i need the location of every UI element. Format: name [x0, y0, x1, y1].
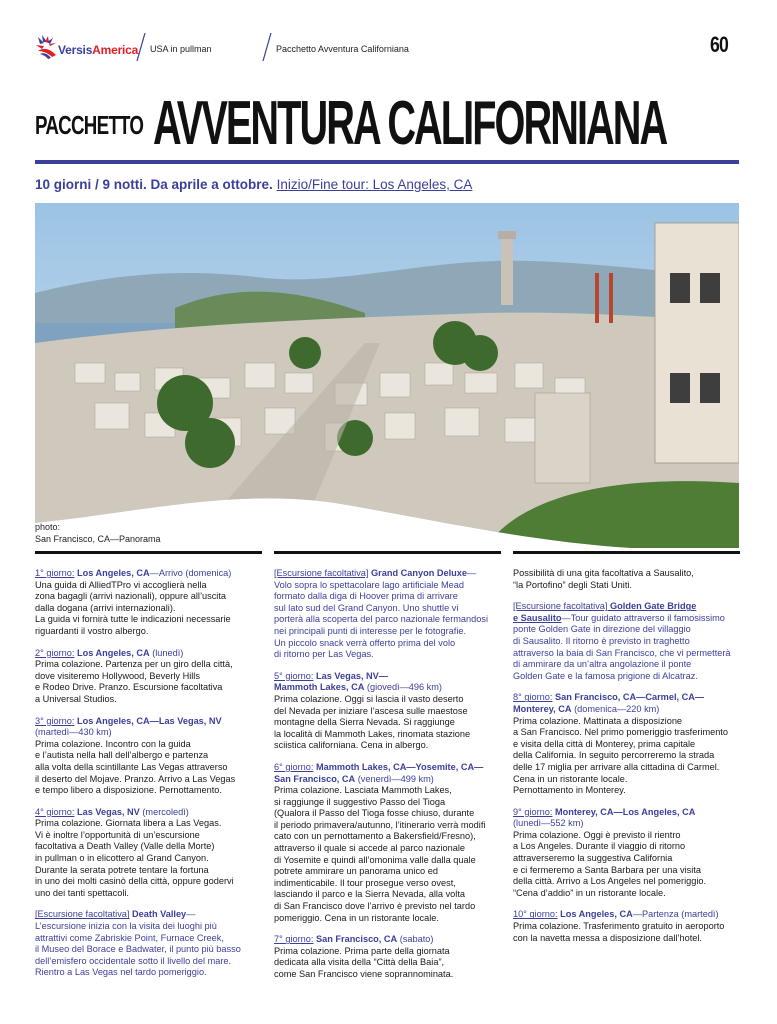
text-line: nei principali punti di interesse per le fotografie.	[274, 625, 467, 636]
excursion-golden-gate	[513, 601, 745, 682]
day-number: 4° giorno:	[35, 806, 75, 817]
text-line: facoltativa a Death Valley (Valle della Morte)	[35, 841, 215, 852]
logo-emblem-icon	[34, 33, 60, 61]
text-line: a Los Angeles. Durante il viaggio di ritorno	[513, 841, 686, 852]
day-info: (domenica—220 km)	[571, 703, 660, 714]
day-place-2: Mammoth Lakes, CA	[274, 682, 365, 693]
text-line: sul lato sud del Grand Canyon. Uno shuttle vi	[274, 602, 459, 613]
day-place: Los Angeles, CA	[557, 909, 633, 920]
excursion-dash: —Tour guidato attraverso il famosissimo	[561, 612, 725, 623]
text-line: Cena in un ristorante locale.	[513, 773, 628, 784]
text-line: della città. Arrivo a Los Angeles nel pomeriggio.	[513, 876, 707, 887]
day-number: 7° giorno:	[274, 934, 314, 945]
text-line: Un piccolo snack verrà offerto prima del volo	[274, 637, 456, 648]
excursion-name-2: e Sausalito	[513, 612, 562, 623]
day-6	[274, 762, 506, 924]
text-line: la località di Mammoth Lakes, rinomata stazione	[274, 728, 471, 739]
text-line: il periodo primavera/autunno, l’itinerario verrà modifi	[274, 819, 486, 830]
text-line: uno dei tanti spettacoli.	[35, 887, 129, 898]
excursion-tag: [Escursione facoltativa]	[274, 568, 369, 578]
breadcrumb-page: Pacchetto Avventura Californiana	[276, 44, 409, 54]
text-line: indimenticabile. Il tour prosegue verso ovest,	[274, 877, 456, 888]
title-prefix: PACCHETTO	[35, 110, 144, 140]
text-line: cato con un pernottamento a Bakersfield/Fresno),	[274, 831, 476, 842]
text-line: si raggiunge il suggestivo Passo del Tioga	[274, 796, 446, 807]
day-8	[513, 692, 745, 796]
text-line: della California. In seguito percorreremo la strada	[513, 750, 715, 761]
day-number: 6° giorno:	[274, 761, 314, 772]
text-line: e Rodeo Drive. Pranzo. Escursione facoltativa	[35, 682, 223, 693]
day-place: Los Angeles, CA—Las Vegas, NV	[74, 715, 222, 726]
day-9	[513, 807, 745, 900]
text-line: Golden Gate e la famosa prigione di Alcatraz.	[513, 670, 698, 681]
text-line: e visita della città di Monterey, prima capitale	[513, 738, 696, 749]
title-main: AVVENTURA CALIFORNIANA	[153, 89, 667, 158]
itinerary-column-1	[35, 568, 265, 989]
text-line: a Universal Studios.	[35, 693, 117, 704]
day-number: 5° giorno:	[274, 670, 314, 681]
text-line: in pullman o in elicottero al Grand Canyon.	[35, 853, 209, 864]
day-info: (martedì—430 km)	[35, 727, 112, 738]
excursion-name: Death Valley	[129, 909, 187, 920]
day-number: 9° giorno:	[513, 806, 553, 817]
text-line: montagne della Sierra Nevada. Si raggiunge	[274, 717, 455, 728]
day-place: Los Angeles, CA	[74, 568, 150, 578]
san-francisco-panorama-photo	[35, 203, 739, 548]
text-line: Volo sopra lo spettacolare lago artificiale Mead	[274, 579, 464, 590]
breadcrumb-section: USA in pullman	[150, 44, 212, 54]
day-place: Las Vegas, NV	[74, 806, 140, 817]
excursion-tag: [Escursione facoltativa]	[513, 601, 608, 612]
text-line: attraverseremo la suggestiva California	[513, 853, 673, 864]
text-line: dove visiteremo Hollywood, Beverly Hills	[35, 670, 200, 681]
text-line: ponte Golden Gate in direzione del villaggio	[513, 624, 691, 635]
excursion-death-valley	[35, 909, 265, 979]
day-7-continued	[513, 568, 745, 591]
text-line: Pernottamento in Monterey.	[513, 785, 626, 796]
text-line: “la Portofino” degli Stati Uniti.	[513, 579, 632, 590]
text-line: (Qualora il Passo del Tioga fosse chiuso, durante	[274, 808, 475, 819]
text-line: attraverso la baia di San Francisco, che vi permetterà	[513, 647, 731, 658]
versis-america-logo	[34, 33, 144, 61]
text-line: Prima colazione. Incontro con la guida	[35, 738, 191, 749]
column-rule-3	[513, 551, 740, 554]
page-title	[35, 89, 755, 158]
text-line: e l’autista nella hall dell’albergo e partenza	[35, 750, 209, 761]
text-line: zona bagagli (arrivi nazionali), oppure all’uscita	[35, 591, 226, 602]
text-line: Prima colazione. Oggi è previsto il rientro	[513, 829, 681, 840]
itinerary-column-3	[513, 568, 745, 954]
day-info: —Partenza (martedì)	[632, 909, 719, 920]
column-rule-2	[274, 551, 501, 554]
excursion-name: Golden Gate Bridge	[607, 601, 697, 612]
excursion-name: Grand Canyon Deluxe	[368, 568, 468, 578]
day-info: (lunedì—552 km)	[513, 818, 584, 829]
day-info: (mercoledì)	[139, 806, 189, 817]
subtitle-duration: 10 giorni / 9 notti. Da aprile a ottobre.	[35, 177, 273, 192]
logo-america: America	[92, 43, 139, 57]
page-number: 60	[710, 32, 728, 57]
day-place-2: San Francisco, CA	[274, 773, 356, 784]
header-divider-1	[136, 33, 146, 61]
text-line: delle 17 miglia per arrivare alla cittadina di Carmel.	[513, 761, 720, 772]
day-2	[35, 648, 265, 706]
excursion-dash: —	[186, 909, 196, 920]
day-info: —Arrivo (domenica)	[149, 568, 232, 578]
day-number: 2° giorno:	[35, 647, 75, 658]
photo-caption	[35, 521, 161, 545]
text-line: e ci fermeremo a Santa Barbara per una visita	[513, 864, 701, 875]
excursion-dash: —	[467, 568, 477, 578]
text-line: attrattivi come Zabriskie Point, Furnace Creek,	[35, 932, 224, 943]
text-line: Prima colazione. Trasferimento gratuito in aeroporto	[513, 921, 725, 932]
text-line: Prima colazione. Prima parte della giornata	[274, 945, 450, 956]
text-line: L’escursione inizia con la visita dei luoghi più	[35, 921, 217, 932]
text-line: Una guida di AlliedTPro vi accoglierà nella	[35, 579, 207, 590]
photo-caption-label: photo:	[35, 522, 61, 532]
day-info: (venerdì—499 km)	[355, 773, 434, 784]
text-line: pomeriggio. Cena in un ristorante locale.	[274, 912, 439, 923]
text-line: dedicata alla visita della “Città della Baia”,	[274, 957, 445, 968]
text-line: il deserto del Mojave. Pranzo. Arrivo a Las Vegas	[35, 773, 236, 784]
text-line: di ritorno per Las Vegas.	[274, 649, 374, 660]
text-line: lasciando il parco e la Sierra Nevada, alla volta	[274, 889, 465, 900]
text-line: attraverso il quale si accede al parco nazionale	[274, 843, 466, 854]
day-place: Los Angeles, CA	[74, 647, 150, 658]
text-line: il Museo del Borace e Badwater, il punto più basso	[35, 944, 241, 955]
text-line: Rientro a Las Vegas nel tardo pomeriggio.	[35, 967, 207, 978]
day-number: 8° giorno:	[513, 692, 553, 703]
text-line: con la navetta messa a disposizione dall’hotel.	[513, 932, 702, 943]
photo-caption-text: San Francisco, CA—Panorama	[35, 534, 161, 544]
day-number: 3° giorno:	[35, 715, 75, 726]
day-place: San Francisco, CA—Carmel, CA—	[552, 692, 705, 703]
text-line: dell’emisfero occidentale sotto il livello del mare.	[35, 955, 232, 966]
day-place: Las Vegas, NV—	[313, 670, 388, 681]
text-line: dalla dogana (arrivi internazionali).	[35, 602, 176, 613]
text-line: di Sausalito. Il ritorno è previsto in traghetto	[513, 635, 690, 646]
text-line: Prima colazione. Lasciata Mammoth Lakes,	[274, 785, 452, 796]
day-place: Monterey, CA—Los Angeles, CA	[552, 806, 696, 817]
text-line: Prima colazione. Oggi si lascia il vasto deserto	[274, 693, 464, 704]
column-rule-1	[35, 551, 262, 554]
day-place-2: Monterey, CA	[513, 703, 572, 714]
text-line: di San Francisco dove l’arrivo è previsto nel tardo	[274, 901, 476, 912]
text-line: alla volta della scintillante Las Vegas attraverso	[35, 761, 228, 772]
day-3	[35, 716, 265, 797]
text-line: del Nevada per iniziare l’ascesa sulle maestose	[274, 705, 468, 716]
text-line: Vi è inoltre l’opportunità di un’escursione	[35, 829, 200, 840]
text-line: La guida vi fornirà tutte le indicazioni necessarie	[35, 614, 231, 625]
text-line: riguardanti il vostro albergo.	[35, 625, 149, 636]
day-number: 1° giorno:	[35, 568, 75, 578]
text-line: a San Francisco. Nel primo pomeriggio trasferimento	[513, 727, 728, 738]
text-line: in uno dei molti casinò della città, oppure godervi	[35, 876, 234, 887]
text-line: di Yosemite e quindi all’omonima valle dalla quale	[274, 854, 476, 865]
day-4	[35, 807, 265, 900]
day-number: 10° giorno:	[513, 909, 558, 920]
title-rule	[35, 160, 739, 164]
logo-versis: Versis	[58, 43, 93, 57]
day-info: (lunedì)	[149, 647, 184, 658]
itinerary-column-2	[274, 568, 506, 991]
text-line: come San Francisco viene soprannominata.	[274, 969, 454, 979]
text-line: sciistica californiana. Cena in albergo.	[274, 740, 429, 751]
text-line: Prima colazione. Partenza per un giro della città,	[35, 659, 233, 670]
text-line: e tempo libero a disposizione. Pernottamento.	[35, 785, 222, 796]
day-5	[274, 671, 506, 752]
text-line: Prima colazione. Giornata libera a Las Vegas.	[35, 818, 222, 829]
text-line: Durante la serata potrete tentare la fortuna	[35, 864, 209, 875]
day-place: Mammoth Lakes, CA—Yosemite, CA—	[313, 761, 484, 772]
text-line: Possibilità di una gita facoltativa a Sausalito,	[513, 568, 694, 578]
subtitle-tour: Inizio/Fine tour: Los Angeles, CA	[276, 177, 473, 192]
day-10	[513, 909, 745, 944]
day-7	[274, 934, 506, 980]
day-place: San Francisco, CA	[313, 934, 398, 945]
excursion-tag: [Escursione facoltativa]	[35, 909, 130, 920]
text-line: formato dalla diga di Hoover prima di arrivare	[274, 591, 458, 602]
text-line: Prima colazione. Mattinata a disposizione	[513, 715, 683, 726]
text-line: di ammirare da un’altra angolazione il ponte	[513, 659, 692, 670]
day-info: (sabato)	[397, 934, 434, 945]
text-line: “Cena d’addio” in un ristorante locale.	[513, 887, 666, 898]
header-divider-2	[262, 33, 272, 61]
excursion-grand-canyon	[274, 568, 506, 661]
subtitle	[35, 177, 472, 192]
text-line: porterà alla scoperta del parco nazionale fermandosi	[274, 614, 488, 625]
day-info: (giovedì—496 km)	[364, 682, 442, 693]
day-1	[35, 568, 265, 638]
text-line: potrete ammirare un panorama unico ed	[274, 866, 438, 877]
